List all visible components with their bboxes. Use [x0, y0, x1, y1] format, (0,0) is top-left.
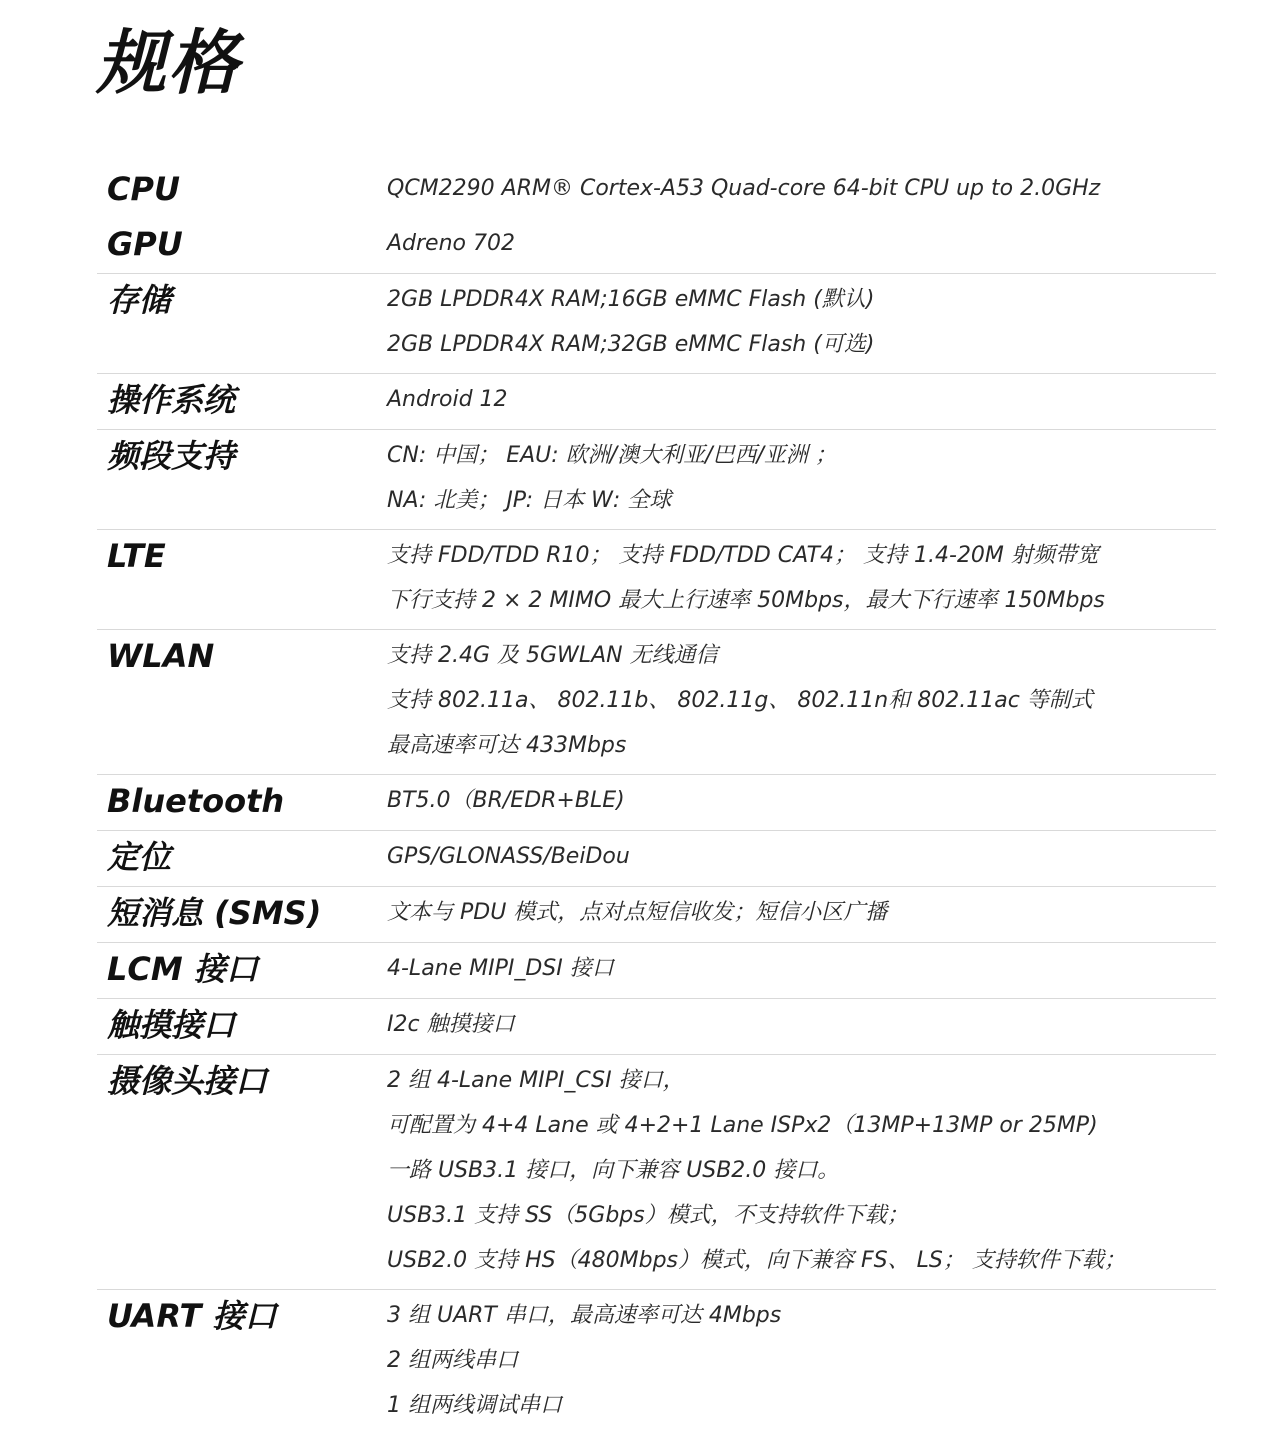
spec-value: 支持 FDD/TDD R10； 支持 FDD/TDD CAT4； 支持 1.4-20M 射频带宽 [387, 543, 1099, 568]
spec-value: 一路 USB3.1 接口，向下兼容 USB2.0 接口。 [387, 1158, 840, 1183]
spec-value: 2 组 4-Lane MIPI_CSI 接口， [387, 1068, 685, 1093]
spec-values [387, 1058, 1216, 1283]
spec-row-cpu [97, 163, 1216, 218]
spec-row-bands [97, 430, 1216, 530]
spec-value: USB3.1 支持 SS（5Gbps）模式，不支持软件下载； [387, 1203, 909, 1228]
spec-row-touch [97, 999, 1216, 1055]
spec-label: LTE [107, 537, 166, 575]
spec-label: 摄像头接口 [107, 1062, 268, 1100]
spec-values [387, 221, 1216, 267]
spec-row-gpu [97, 218, 1216, 274]
spec-label: 存储 [107, 281, 172, 319]
spec-row-wlan [97, 630, 1216, 775]
spec-label: 频段支持 [107, 437, 236, 475]
spec-label: LCM 接口 [107, 950, 258, 988]
spec-value: GPS/GLONASS/BeiDou [387, 844, 630, 869]
spec-label: GPU [107, 225, 183, 263]
spec-table [97, 163, 1216, 1434]
spec-values [387, 377, 1216, 423]
spec-value: NA: 北美； JP: 日本 W: 全球 [387, 488, 672, 513]
spec-row-uart [97, 1290, 1216, 1434]
spec-values [387, 1002, 1216, 1048]
spec-values [387, 533, 1216, 623]
spec-value: USB2.0 支持 HS（480Mbps）模式，向下兼容 FS、 LS； 支持软件下载； [387, 1248, 1126, 1273]
spec-label: CPU [107, 170, 180, 208]
spec-values [387, 277, 1216, 367]
spec-label: 短消息 (SMS) [107, 894, 322, 932]
spec-value: QCM2290 ARM® Cortex-A53 Quad-core 64-bit CPU up to 2.0GHz [387, 176, 1101, 201]
spec-value: 支持 2.4G 及 5GWLAN 无线通信 [387, 643, 718, 668]
spec-value: Adreno 702 [387, 231, 515, 256]
page-title: 规格 [96, 22, 240, 104]
spec-value: 3 组 UART 串口，最高速率可达 4Mbps [387, 1303, 782, 1328]
spec-value: 4-Lane MIPI_DSI 接口 [387, 956, 614, 981]
spec-values [387, 778, 1216, 824]
spec-row-positioning [97, 831, 1216, 887]
spec-label: Bluetooth [107, 782, 285, 820]
spec-values [387, 834, 1216, 880]
spec-row-os [97, 374, 1216, 430]
spec-row-lcm [97, 943, 1216, 999]
spec-row-sms [97, 887, 1216, 943]
spec-row-camera [97, 1055, 1216, 1290]
spec-row-storage [97, 274, 1216, 374]
spec-values [387, 946, 1216, 992]
spec-label: UART 接口 [107, 1297, 277, 1335]
spec-value: 1 组两线调试串口 [387, 1393, 562, 1418]
spec-label: 操作系统 [107, 381, 236, 419]
spec-values [387, 633, 1216, 768]
spec-value: 下行支持 2 × 2 MIMO 最大上行速率 50Mbps，最大下行速率 150Mbps [387, 588, 1105, 613]
spec-values [387, 1293, 1216, 1428]
spec-value: 2GB LPDDR4X RAM;16GB eMMC Flash (默认) [387, 287, 875, 312]
spec-row-bluetooth [97, 775, 1216, 831]
spec-value: I2c 触摸接口 [387, 1012, 515, 1037]
spec-label: 定位 [107, 838, 172, 876]
spec-label: WLAN [107, 637, 215, 675]
spec-value: 支持 802.11a、 802.11b、 802.11g、 802.11n和 802.11ac 等制式 [387, 688, 1093, 713]
spec-values [387, 166, 1216, 212]
spec-value: BT5.0（BR/EDR+BLE) [387, 788, 625, 813]
spec-values [387, 890, 1216, 936]
spec-row-lte [97, 530, 1216, 630]
spec-value: 2GB LPDDR4X RAM;32GB eMMC Flash (可选) [387, 332, 875, 357]
spec-value: 2 组两线串口 [387, 1348, 518, 1373]
spec-label: 触摸接口 [107, 1006, 236, 1044]
spec-value: 最高速率可达 433Mbps [387, 733, 627, 758]
spec-value: 可配置为 4+4 Lane 或 4+2+1 Lane ISPx2（13MP+13MP or 25MP) [387, 1113, 1098, 1138]
spec-value: Android 12 [387, 387, 508, 412]
spec-value: 文本与 PDU 模式，点对点短信收发；短信小区广播 [387, 900, 888, 925]
spec-values [387, 433, 1216, 523]
spec-value: CN: 中国； EAU: 欧洲/澳大利亚/巴西/亚洲 ； [387, 443, 837, 468]
